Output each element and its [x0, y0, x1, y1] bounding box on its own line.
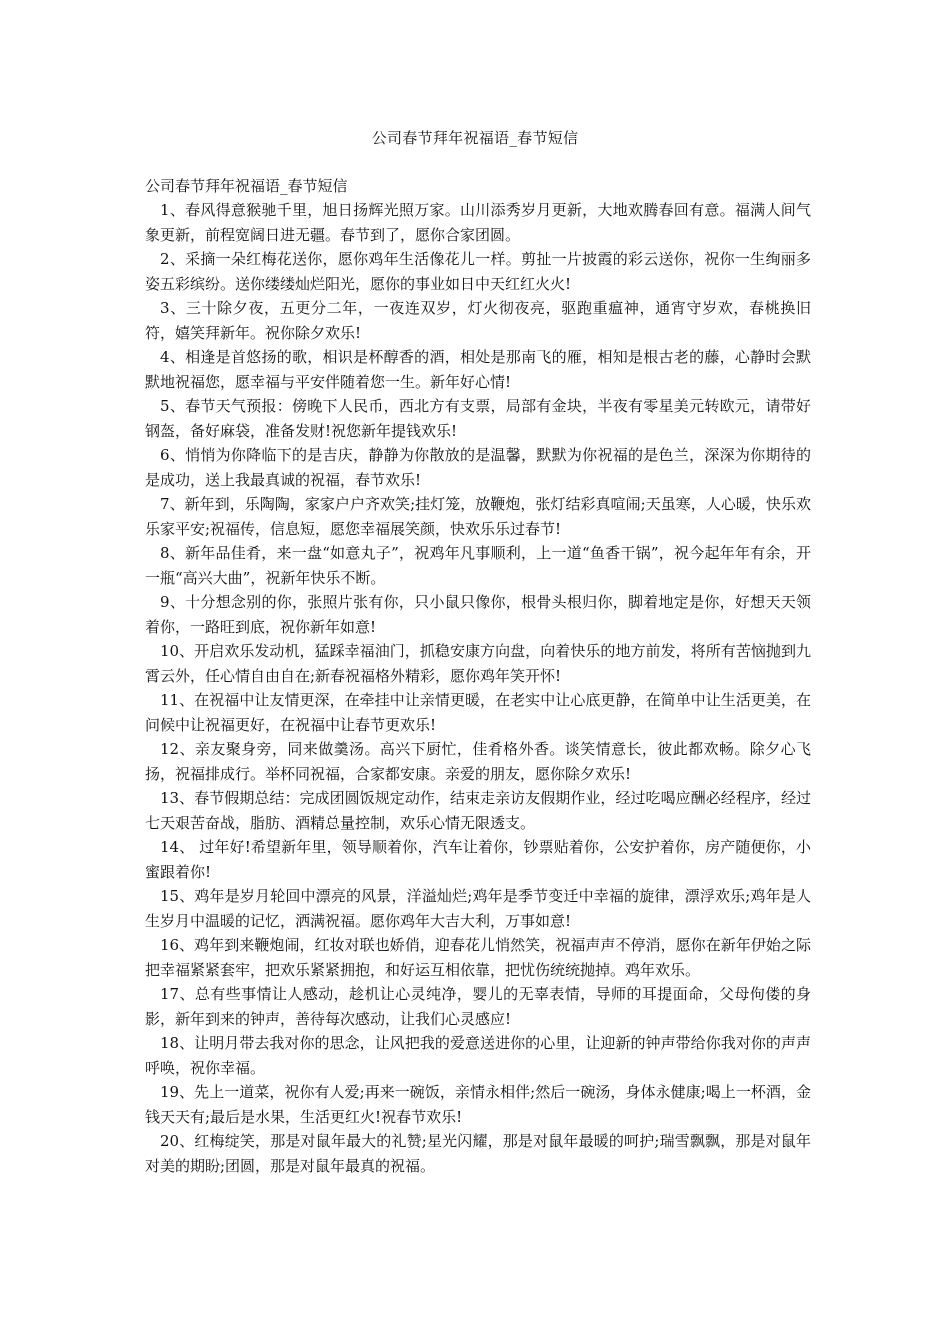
greeting-item: 16、鸡年到来鞭炮闹，红妆对联也娇俏，迎春花儿悄然笑，祝福声声不停消，愿你在新年伊始之际把幸福紧紧套牢，把欢乐紧紧拥抱，和好运互相依靠，把忧伤统统抛掉。鸡年欢乐。 [145, 936, 811, 979]
greeting-item: 3、三十除夕夜，五更分二年，一夜连双岁，灯火彻夜亮，驱跑重瘟神，通宵守岁欢，春桃换旧符，嬉笑拜新年。祝你除夕欢乐! [145, 299, 811, 342]
document-subtitle: 公司春节拜年祝福语_春节短信 [145, 177, 348, 195]
greeting-item: 15、鸡年是岁月轮回中漂亮的风景，洋溢灿烂;鸡年是季节变迁中幸福的旋律，漂浮欢乐;鸡年是人生岁月中温暖的记忆，洒满祝福。愿你鸡年大吉大利，万事如意! [145, 887, 811, 930]
greeting-item: 4、相逢是首悠扬的歌，相识是杯醇香的酒，相处是那南飞的雁，相知是根古老的藤，心静时会默默地祝福您，愿幸福与平安伴随着您一生。新年好心情! [145, 348, 811, 391]
greeting-item: 10、开启欢乐发动机，猛踩幸福油门，抓稳安康方向盘，向着快乐的地方前发，将所有苦恼抛到九霄云外，任心情自由自在;新春祝福格外精彩，愿你鸡年笑开怀! [145, 642, 811, 685]
greeting-item: 13、春节假期总结：完成团圆饭规定动作，结束走亲访友假期作业，经过吃喝应酬必经程序，经过七天艰苦奋战，脂肪、酒精总量控制，欢乐心情无限透支。 [145, 789, 811, 832]
greeting-item: 20、红梅绽笑，那是对鼠年最大的礼赞;星光闪耀，那是对鼠年最暖的呵护;瑞雪飘飘，那是对鼠年对美的期盼;团圆，那是对鼠年最真的祝福。 [145, 1132, 811, 1175]
greeting-item: 6、悄悄为你降临下的是吉庆，静静为你散放的是温馨，默默为你祝福的是色兰，深深为你期待的是成功，送上我最真诚的祝福，春节欢乐! [145, 446, 811, 489]
greeting-item: 19、先上一道菜，祝你有人爱;再来一碗饭，亲情永相伴;然后一碗汤，身体永健康;喝上一杯酒，金钱天天有;最后是水果，生活更红火!祝春节欢乐! [145, 1083, 811, 1126]
document-body [145, 176, 811, 1178]
greeting-item: 7、新年到，乐陶陶，家家户户齐欢笑;挂灯笼，放鞭炮，张灯结彩真喧闹;天虽寒，人心暖，快乐欢乐家平安;祝福传，信息短，愿您幸福展笑颜，快欢乐乐过春节! [145, 495, 811, 538]
greeting-item: 8、新年品佳肴，来一盘“如意丸子”，祝鸡年凡事顺利，上一道“鱼香干锅”，祝今起年年有余，开一瓶“高兴大曲”，祝新年快乐不断。 [145, 544, 811, 587]
greeting-item: 11、在祝福中让友情更深，在牵挂中让亲情更暖，在老实中让心底更静，在简单中让生活更美，在问候中让祝福更好，在祝福中让春节更欢乐! [145, 691, 811, 734]
greeting-item: 17、总有些事情让人感动，趁机让心灵纯净，婴儿的无辜表情，导师的耳提面命，父母佝偻的身影，新年到来的钟声，善待每次感动，让我们心灵感应! [145, 985, 811, 1028]
greeting-item: 14、 过年好!希望新年里，领导顺着你，汽车让着你，钞票贴着你，公安护着你，房产随便你，小蜜跟着你! [145, 838, 811, 881]
greeting-item: 12、亲友聚身旁，同来做羹汤。高兴下厨忙，佳肴格外香。谈笑情意长，彼此都欢畅。除夕心飞扬，祝福排成行。举杯同祝福，合家都安康。亲爱的朋友，愿你除夕欢乐! [145, 740, 811, 783]
page-title: 公司春节拜年祝福语_春节短信 [371, 129, 579, 147]
greeting-item: 9、十分想念别的你，张照片张有你，只小鼠只像你，根骨头根归你，脚着地定是你，好想天天领着你，一路旺到底，祝你新年如意! [145, 593, 811, 636]
greeting-item: 1、春风得意猴驰千里，旭日扬辉光照万家。山川添秀岁月更新，大地欢腾春回有意。福满人间气象更新，前程宽阔日进无疆。春节到了，愿你合家团圆。 [145, 201, 811, 244]
greeting-item: 2、采摘一朵红梅花送你，愿你鸡年生活像花儿一样。剪扯一片披霞的彩云送你，祝你一生绚丽多姿五彩缤纷。送你缕缕灿烂阳光，愿你的事业如日中天红红火火! [145, 250, 811, 293]
greeting-item: 18、让明月带去我对你的思念，让风把我的爱意送进你的心里，让迎新的钟声带给你我对你的声声呼唤，祝你幸福。 [145, 1034, 811, 1077]
greeting-item: 5、春节天气预报：傍晚下人民币，西北方有支票，局部有金块，半夜有零星美元转欧元，请带好钢盔，备好麻袋，准备发财!祝您新年提钱欢乐! [145, 397, 811, 440]
